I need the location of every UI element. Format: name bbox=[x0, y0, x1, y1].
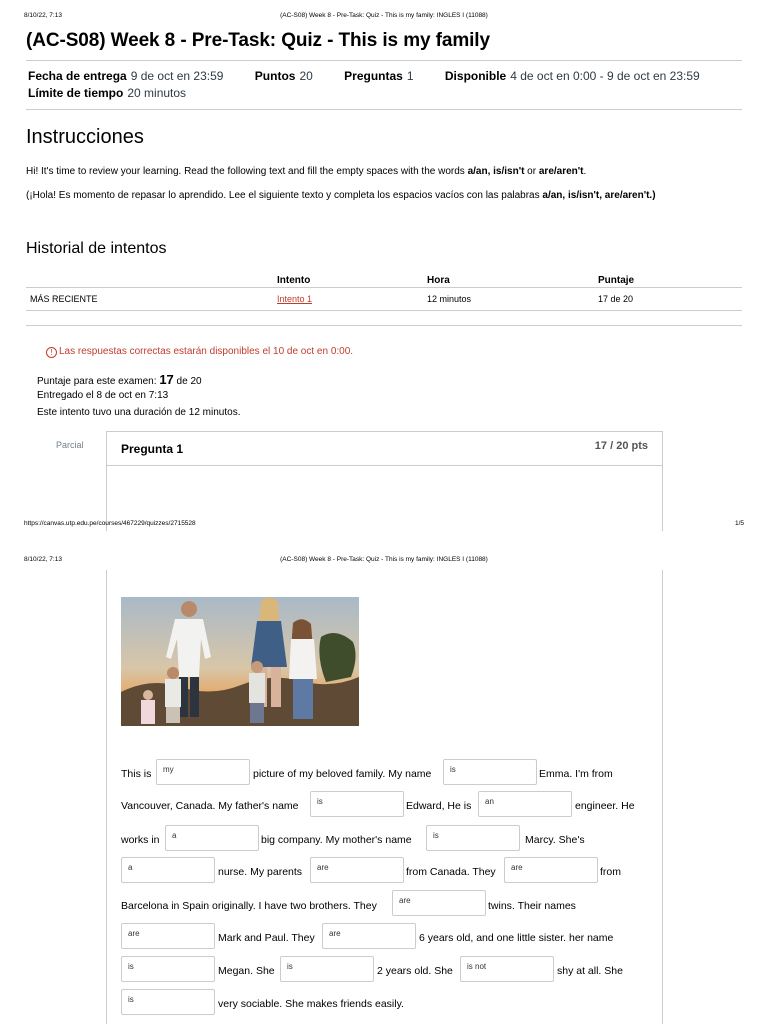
divider bbox=[26, 109, 742, 110]
time-limit-label: Límite de tiempo bbox=[28, 86, 124, 100]
available-value: 4 de oct en 0:00 - 9 de oct en 23:59 bbox=[510, 69, 700, 83]
answer-blank-8[interactable]: are bbox=[310, 857, 404, 883]
answer-blank-15[interactable]: is not bbox=[460, 956, 554, 982]
passage-text: Vancouver, Canada. My father's name bbox=[121, 800, 299, 812]
print-page-title: (AC-S08) Week 8 - Pre-Task: Quiz - This is my family: INGLES I (11088) bbox=[280, 556, 488, 563]
passage-text: very sociable. She makes friends easily. bbox=[218, 998, 404, 1010]
family-photo bbox=[121, 597, 359, 726]
attempt-time: 12 minutos bbox=[427, 294, 472, 304]
quiz-details-row bbox=[28, 69, 700, 83]
family-photo-illustration bbox=[121, 597, 359, 726]
instructions-spanish bbox=[26, 190, 656, 201]
print-date: 8/10/22, 7:13 bbox=[24, 12, 62, 19]
passage-text: from Canada. They bbox=[406, 866, 496, 878]
attempt-link[interactable]: Intento 1 bbox=[277, 294, 313, 304]
time-limit-value: 20 minutos bbox=[127, 86, 187, 100]
quiz-title: (AC-S08) Week 8 - Pre-Task: Quiz - This is my family bbox=[26, 30, 490, 51]
passage-text: engineer. He bbox=[575, 800, 635, 812]
answer-blank-11[interactable]: are bbox=[121, 923, 215, 949]
passage-text: twins. Their names bbox=[488, 900, 576, 912]
points-value: 20 bbox=[299, 69, 313, 83]
question-card bbox=[106, 431, 663, 531]
points-label: Puntos bbox=[254, 69, 296, 83]
passage-text: 6 years old, and one little sister. her name bbox=[419, 932, 614, 944]
col-attempt: Intento bbox=[277, 275, 311, 286]
print-page-title: (AC-S08) Week 8 - Pre-Task: Quiz - This is my family: INGLES I (11088) bbox=[280, 12, 488, 19]
passage-text: 2 years old. She bbox=[377, 965, 453, 977]
answer-blank-1[interactable]: my bbox=[156, 759, 250, 785]
answer-blank-12[interactable]: are bbox=[322, 923, 416, 949]
answer-blank-14[interactable]: is bbox=[280, 956, 374, 982]
answer-blank-7[interactable]: a bbox=[121, 857, 215, 883]
passage-text: shy at all. She bbox=[557, 965, 623, 977]
print-date: 8/10/22, 7:13 bbox=[24, 556, 62, 563]
passage-text: Megan. She bbox=[218, 965, 275, 977]
due-label: Fecha de entrega bbox=[28, 69, 127, 83]
print-header bbox=[24, 556, 744, 566]
passage-text: picture of my beloved family. My name bbox=[253, 768, 432, 780]
passage-text: Marcy. She's bbox=[525, 834, 585, 846]
score-prefix: Puntaje para este examen: bbox=[37, 376, 160, 387]
answers-notice bbox=[46, 346, 353, 358]
attempt-score: 17 de 20 bbox=[598, 294, 634, 304]
answer-blank-9[interactable]: are bbox=[504, 857, 598, 883]
instructions-english bbox=[26, 166, 586, 177]
instr-en-text: Hi! It's time to review your learning. Read the following text and fill the empty spaces with the words bbox=[26, 166, 468, 177]
passage-line-1 bbox=[121, 768, 151, 780]
history-table-header bbox=[26, 271, 742, 288]
print-header bbox=[24, 12, 744, 22]
question-header bbox=[107, 432, 662, 466]
instr-en-bold: a/an, is/isn't bbox=[467, 166, 525, 177]
instr-es-bold: a/an, is/isn't, are/aren't.) bbox=[542, 190, 656, 201]
passage-text: This is bbox=[121, 768, 152, 780]
col-score: Puntaje bbox=[598, 275, 635, 286]
answer-blank-6[interactable]: is bbox=[426, 825, 520, 851]
instr-es-text: (¡Hola! Es momento de repasar lo aprendido. Lee el siguiente texto y completa los espacios vacíos con las palabras bbox=[26, 190, 543, 201]
answer-blank-5[interactable]: a bbox=[165, 825, 259, 851]
answer-blank-10[interactable]: are bbox=[392, 890, 486, 916]
table-row bbox=[26, 288, 742, 311]
instr-en-or: or bbox=[524, 166, 539, 177]
time-limit-row bbox=[28, 86, 186, 100]
print-url: https://canvas.utp.edu.pe/courses/467229/quizzes/2715528 bbox=[24, 520, 196, 527]
passage-text: Barcelona in Spain originally. I have two brothers. They bbox=[121, 900, 377, 912]
passage-text: big company. My mother's name bbox=[261, 834, 412, 846]
instr-en-end: . bbox=[583, 166, 587, 177]
duration-text: Este intento tuvo una duración de 12 minutos. bbox=[37, 407, 241, 418]
exam-score bbox=[37, 372, 202, 387]
score-value: 17 bbox=[159, 372, 174, 387]
instructions-heading: Instrucciones bbox=[26, 126, 144, 148]
passage-text: from bbox=[600, 866, 621, 878]
answer-blank-2[interactable]: is bbox=[443, 759, 537, 785]
question-points: 17 / 20 pts bbox=[594, 440, 648, 452]
passage-text: Emma. I'm from bbox=[539, 768, 613, 780]
instr-en-bold: are/aren't bbox=[538, 166, 584, 177]
answer-blank-13[interactable]: is bbox=[121, 956, 215, 982]
divider bbox=[26, 60, 742, 61]
due-value: 9 de oct en 23:59 bbox=[130, 69, 224, 83]
divider bbox=[26, 325, 742, 326]
warning-icon: ! bbox=[46, 347, 57, 358]
notice-text: Las respuestas correctas estarán disponibles el 10 de oct en 0:00. bbox=[59, 346, 354, 357]
passage-text: nurse. My parents bbox=[218, 866, 303, 878]
available-label: Disponible bbox=[444, 69, 507, 83]
history-heading: Historial de intentos bbox=[26, 240, 167, 257]
print-page-number: 1/5 bbox=[734, 520, 744, 527]
submitted-text: Entregado el 8 de oct en 7:13 bbox=[37, 390, 169, 401]
question-title: Pregunta 1 bbox=[121, 442, 184, 456]
answer-blank-16[interactable]: is bbox=[121, 989, 215, 1015]
passage-text: works in bbox=[121, 834, 160, 846]
answer-blank-4[interactable]: an bbox=[478, 791, 572, 817]
questions-value: 1 bbox=[406, 69, 414, 83]
score-suffix: de 20 bbox=[173, 376, 202, 387]
col-time: Hora bbox=[427, 275, 450, 286]
passage-text: Mark and Paul. They bbox=[218, 932, 315, 944]
passage-text: Edward, He is bbox=[406, 800, 472, 812]
partial-label: Parcial bbox=[56, 440, 84, 450]
most-recent-label: MÁS RECIENTE bbox=[30, 294, 98, 304]
answer-blank-3[interactable]: is bbox=[310, 791, 404, 817]
questions-label: Preguntas bbox=[344, 69, 403, 83]
